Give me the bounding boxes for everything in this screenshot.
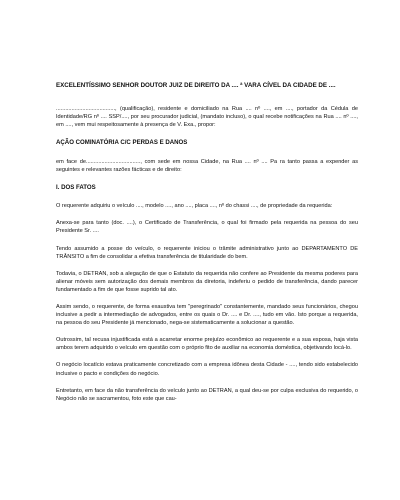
body-paragraph: O requerente adquiriu o veículo ...., modelo ...., ano ...., placa ...., nº do chassi ...., de propriedade da requerida: bbox=[56, 203, 333, 210]
body-paragraph: Assim sendo, o requerente, de forma exaustiva tem "peregrinado" constantemente, mandado seus funcionários, chegou inclusive a pedir a intermediação de advogados, entre os quais o Dr. .... e Dr. ...., tudo em vão. Isto porque a requerida, na pessoa do seu Presidente já mencionado, nega-se sistematicamente a solucionar a questão. bbox=[56, 304, 358, 327]
document-title: EXCELENTÍSSIMO SENHOR DOUTOR JUIZ DE DIREITO DA .... ª VARA CÍVEL DA CIDADE DE .... bbox=[56, 82, 336, 89]
body-paragraph: O negócio locatício estava praticamente concretizado com a empresa idônea desta Cidade - ...., tendo sido estabelecido inclusive o pacto e condições do negócio. bbox=[56, 362, 358, 377]
action-title: AÇÃO COMINATÓRIA C/C PERDAS E DANOS bbox=[56, 138, 188, 146]
body-paragraph: Tendo assumido a posse do veículo, o requerente iniciou o trâmite administrativo junto ao DEPARTAMENTO DE TRÂNSITO a fim de consolidar a efetiva transferência de titularidade do bem. bbox=[56, 245, 358, 260]
against-paragraph: em face de..................................., com sede em nossa Cidade, na Rua .... nº .... Pa ra tanto passa a expender as seguintes e relevantes razões fácticas e de direito: bbox=[56, 158, 358, 174]
section-title: I. DOS FATOS bbox=[56, 184, 96, 192]
intro-paragraph: ......................................, (qualificação), residente e domiciliado na Rua .... nº ...., em ...., portador da Cédula de Identidade/RG nº .... SSP/...., por seu procurador judicial, (mandato incluso), o qual recebe notificações na Rua .... nº ...., em ...., vem mui respeitosamente à presença de V. Exa., propor: bbox=[56, 105, 358, 128]
body-paragraph: Anexa-se para tanto (doc. ....), o Certificado de Transferência, o qual foi firmado pela requerida na pessoa do seu Presidente Sr. .... bbox=[56, 220, 358, 235]
body-paragraph: Todavia, o DETRAN, sob a alegação de que o Estatuto da requerida não confere ao Presidente da mesma poderes para alienar móveis sem autorização dos demais membros da diretoria, indeferiu o pedido de transferência, dando parecer fundamentado a fim de que fosse suprido tal ato. bbox=[56, 270, 358, 293]
body-paragraph: Outrossim, tal recusa injustificada está a acarretar enorme prejuízo econômico ao requerente e a sua esposa, haja vista ambos terem adquirido o veículo em questão com o próprio fito de auxiliar na economia doméstica, objetivando locá-lo. bbox=[56, 337, 358, 352]
body-paragraph: Entretanto, em face da não transferência do veículo junto ao DETRAN, a qual deu-se por culpa exclusiva do requerido, o Negócio não se sacramentou, foto este que cau- bbox=[56, 387, 358, 402]
